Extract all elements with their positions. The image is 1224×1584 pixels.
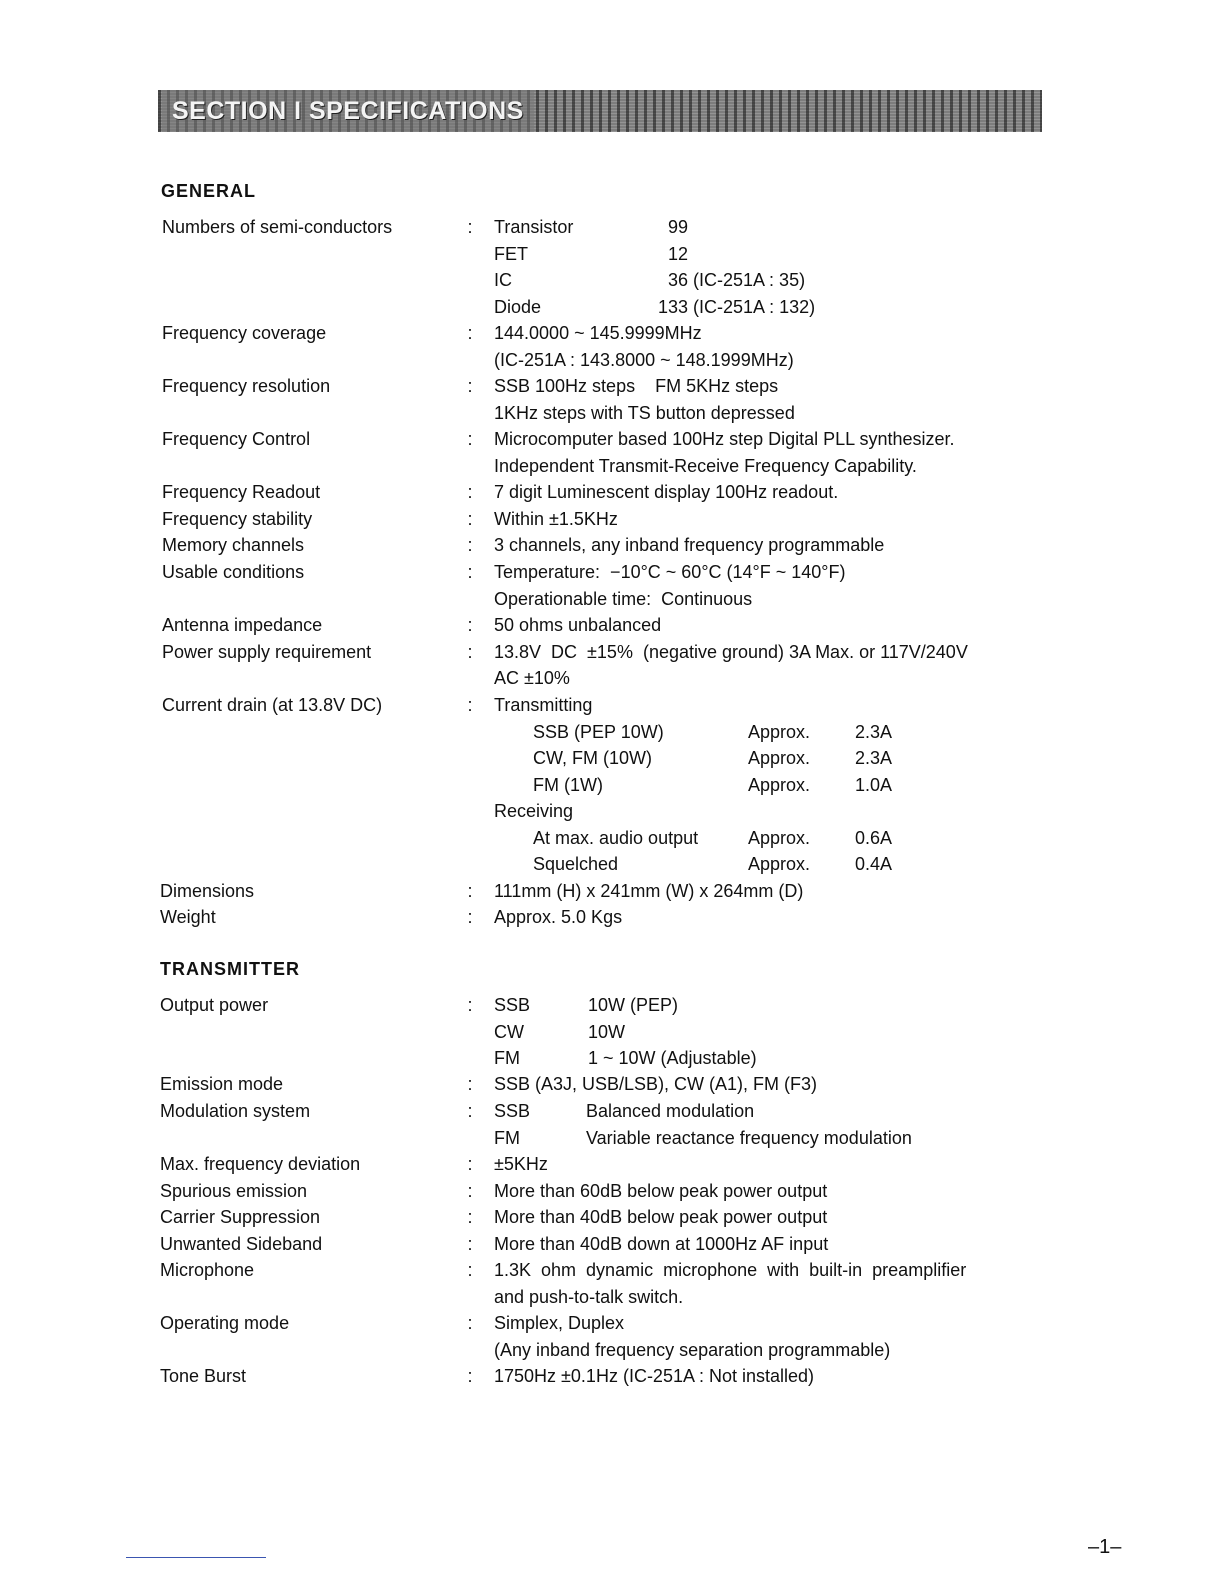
semi-value: 99 bbox=[668, 217, 689, 237]
spurious-label: Spurious emission bbox=[160, 1181, 308, 1201]
modulation-mode: SSB bbox=[494, 1101, 531, 1121]
modulation-mode: FM bbox=[494, 1128, 520, 1148]
current-mode: Squelched bbox=[533, 854, 619, 874]
memory-label: Memory channels bbox=[162, 535, 305, 555]
current-approx: Approx. bbox=[748, 828, 811, 848]
operating-value: Simplex, Duplex bbox=[494, 1313, 625, 1333]
freq-control-label: Frequency Control bbox=[162, 429, 311, 449]
modulation-value: Variable reactance frequency modulation bbox=[586, 1128, 912, 1148]
separator: : bbox=[467, 907, 473, 927]
current-amps: 2.3A bbox=[855, 722, 893, 742]
usable-value: Temperature: −10°C ~ 60°C (14°F ~ 140°F) bbox=[494, 562, 846, 582]
current-approx: Approx. bbox=[748, 748, 811, 768]
separator: : bbox=[467, 376, 473, 396]
separator: : bbox=[467, 217, 473, 237]
current-mode: At max. audio output bbox=[533, 828, 699, 848]
output-label: Output power bbox=[160, 995, 269, 1015]
weight-value: Approx. 5.0 Kgs bbox=[494, 907, 623, 927]
microphone-value: and push-to-talk switch. bbox=[494, 1287, 684, 1307]
freq-stability-value: Within ±1.5KHz bbox=[494, 509, 618, 529]
antenna-value: 50 ohms unbalanced bbox=[494, 615, 662, 635]
memory-value: 3 channels, any inband frequency programmable bbox=[494, 535, 885, 555]
power-value: 13.8V DC ±15% (negative ground) 3A Max. or 117V/240V bbox=[494, 642, 968, 662]
semi-value: 133 (IC-251A : 132) bbox=[658, 297, 816, 317]
current-amps: 2.3A bbox=[855, 748, 893, 768]
freq-resolution-value: SSB 100Hz steps FM 5KHz steps bbox=[494, 376, 779, 396]
separator: : bbox=[467, 1234, 473, 1254]
operating-value: (Any inband frequency separation programmable) bbox=[494, 1340, 891, 1360]
current-approx: Approx. bbox=[748, 775, 811, 795]
separator: : bbox=[467, 695, 473, 715]
freq-control-value: Microcomputer based 100Hz step Digital PLL synthesizer. bbox=[494, 429, 955, 449]
semi-name: Diode bbox=[494, 297, 542, 317]
deviation-value: ±5KHz bbox=[494, 1154, 548, 1174]
separator: : bbox=[467, 482, 473, 502]
current-mode: SSB (PEP 10W) bbox=[533, 722, 664, 742]
current-approx: Approx. bbox=[748, 854, 811, 874]
output-mode: FM bbox=[494, 1048, 520, 1068]
usable-value: Operationable time: Continuous bbox=[494, 589, 753, 609]
freq-coverage-value: 144.0000 ~ 145.9999MHz bbox=[494, 323, 702, 343]
tone-value: 1750Hz ±0.1Hz (IC-251A : Not installed) bbox=[494, 1366, 815, 1386]
output-value: 10W (PEP) bbox=[588, 995, 679, 1015]
output-value: 1 ~ 10W (Adjustable) bbox=[588, 1048, 757, 1068]
modulation-value: Balanced modulation bbox=[586, 1101, 755, 1121]
current-tx-label: Transmitting bbox=[494, 695, 593, 715]
separator: : bbox=[467, 1366, 473, 1386]
section-banner bbox=[158, 90, 1042, 132]
emission-value: SSB (A3J, USB/LSB), CW (A1), FM (F3) bbox=[494, 1074, 818, 1094]
current-label: Current drain (at 13.8V DC) bbox=[162, 695, 383, 715]
separator: : bbox=[467, 509, 473, 529]
semi-value: 12 bbox=[668, 244, 689, 264]
freq-readout-label: Frequency Readout bbox=[162, 482, 321, 502]
microphone-value: 1.3K ohm dynamic microphone with built-in preamplifier bbox=[494, 1260, 967, 1280]
current-amps: 0.6A bbox=[855, 828, 893, 848]
current-mode: FM (1W) bbox=[533, 775, 603, 795]
dimensions-value: 111mm (H) x 241mm (W) x 264mm (D) bbox=[494, 881, 804, 901]
freq-resolution-value: 1KHz steps with TS button depressed bbox=[494, 403, 795, 423]
separator: : bbox=[467, 995, 473, 1015]
section-title-banner: SECTION I SPECIFICATIONS bbox=[162, 90, 534, 132]
page-number: –1– bbox=[1088, 1536, 1122, 1558]
separator: : bbox=[467, 323, 473, 343]
microphone-label: Microphone bbox=[160, 1260, 255, 1280]
semi-name: IC bbox=[494, 270, 512, 290]
transmitter-heading: TRANSMITTER bbox=[160, 959, 300, 979]
separator: : bbox=[467, 429, 473, 449]
current-rx-label: Receiving bbox=[494, 801, 574, 821]
output-mode: CW bbox=[494, 1022, 524, 1042]
sideband-label: Unwanted Sideband bbox=[160, 1234, 323, 1254]
power-label: Power supply requirement bbox=[162, 642, 372, 662]
freq-stability-label: Frequency stability bbox=[162, 509, 313, 529]
operating-label: Operating mode bbox=[160, 1313, 290, 1333]
current-approx: Approx. bbox=[748, 722, 811, 742]
current-mode: CW, FM (10W) bbox=[533, 748, 652, 768]
usable-label: Usable conditions bbox=[162, 562, 305, 582]
separator: : bbox=[467, 1074, 473, 1094]
separator: : bbox=[467, 1154, 473, 1174]
semi-name: FET bbox=[494, 244, 528, 264]
weight-label: Weight bbox=[160, 907, 216, 927]
tone-label: Tone Burst bbox=[160, 1366, 247, 1386]
modulation-label: Modulation system bbox=[160, 1101, 311, 1121]
carrier-label: Carrier Suppression bbox=[160, 1207, 321, 1227]
freq-readout-value: 7 digit Luminescent display 100Hz readout. bbox=[494, 482, 839, 502]
freq-coverage-value: (IC-251A : 143.8000 ~ 148.1999MHz) bbox=[494, 350, 794, 370]
emission-label: Emission mode bbox=[160, 1074, 284, 1094]
spurious-value: More than 60dB below peak power output bbox=[494, 1181, 828, 1201]
separator: : bbox=[467, 535, 473, 555]
antenna-label: Antenna impedance bbox=[162, 615, 323, 635]
separator: : bbox=[467, 1181, 473, 1201]
separator: : bbox=[467, 1313, 473, 1333]
power-value: AC ±10% bbox=[494, 668, 570, 688]
freq-resolution-label: Frequency resolution bbox=[162, 376, 331, 396]
separator: : bbox=[467, 881, 473, 901]
separator: : bbox=[467, 1101, 473, 1121]
current-amps: 1.0A bbox=[855, 775, 893, 795]
sideband-value: More than 40dB down at 1000Hz AF input bbox=[494, 1234, 829, 1254]
current-amps: 0.4A bbox=[855, 854, 893, 874]
general-heading: GENERAL bbox=[161, 181, 257, 201]
separator: : bbox=[467, 615, 473, 635]
semi-name: Transistor bbox=[494, 217, 574, 237]
separator: : bbox=[467, 1260, 473, 1280]
output-value: 10W bbox=[588, 1022, 626, 1042]
semiconductors-label: Numbers of semi-conductors bbox=[162, 217, 393, 237]
output-mode: SSB bbox=[494, 995, 531, 1015]
carrier-value: More than 40dB below peak power output bbox=[494, 1207, 828, 1227]
dimensions-label: Dimensions bbox=[160, 881, 255, 901]
freq-control-value: Independent Transmit-Receive Frequency Capability. bbox=[494, 456, 917, 476]
separator: : bbox=[467, 642, 473, 662]
separator: : bbox=[467, 1207, 473, 1227]
freq-coverage-label: Frequency coverage bbox=[162, 323, 327, 343]
footnote-rule bbox=[126, 1557, 266, 1558]
deviation-label: Max. frequency deviation bbox=[160, 1154, 361, 1174]
semi-value: 36 (IC-251A : 35) bbox=[668, 270, 806, 290]
separator: : bbox=[467, 562, 473, 582]
